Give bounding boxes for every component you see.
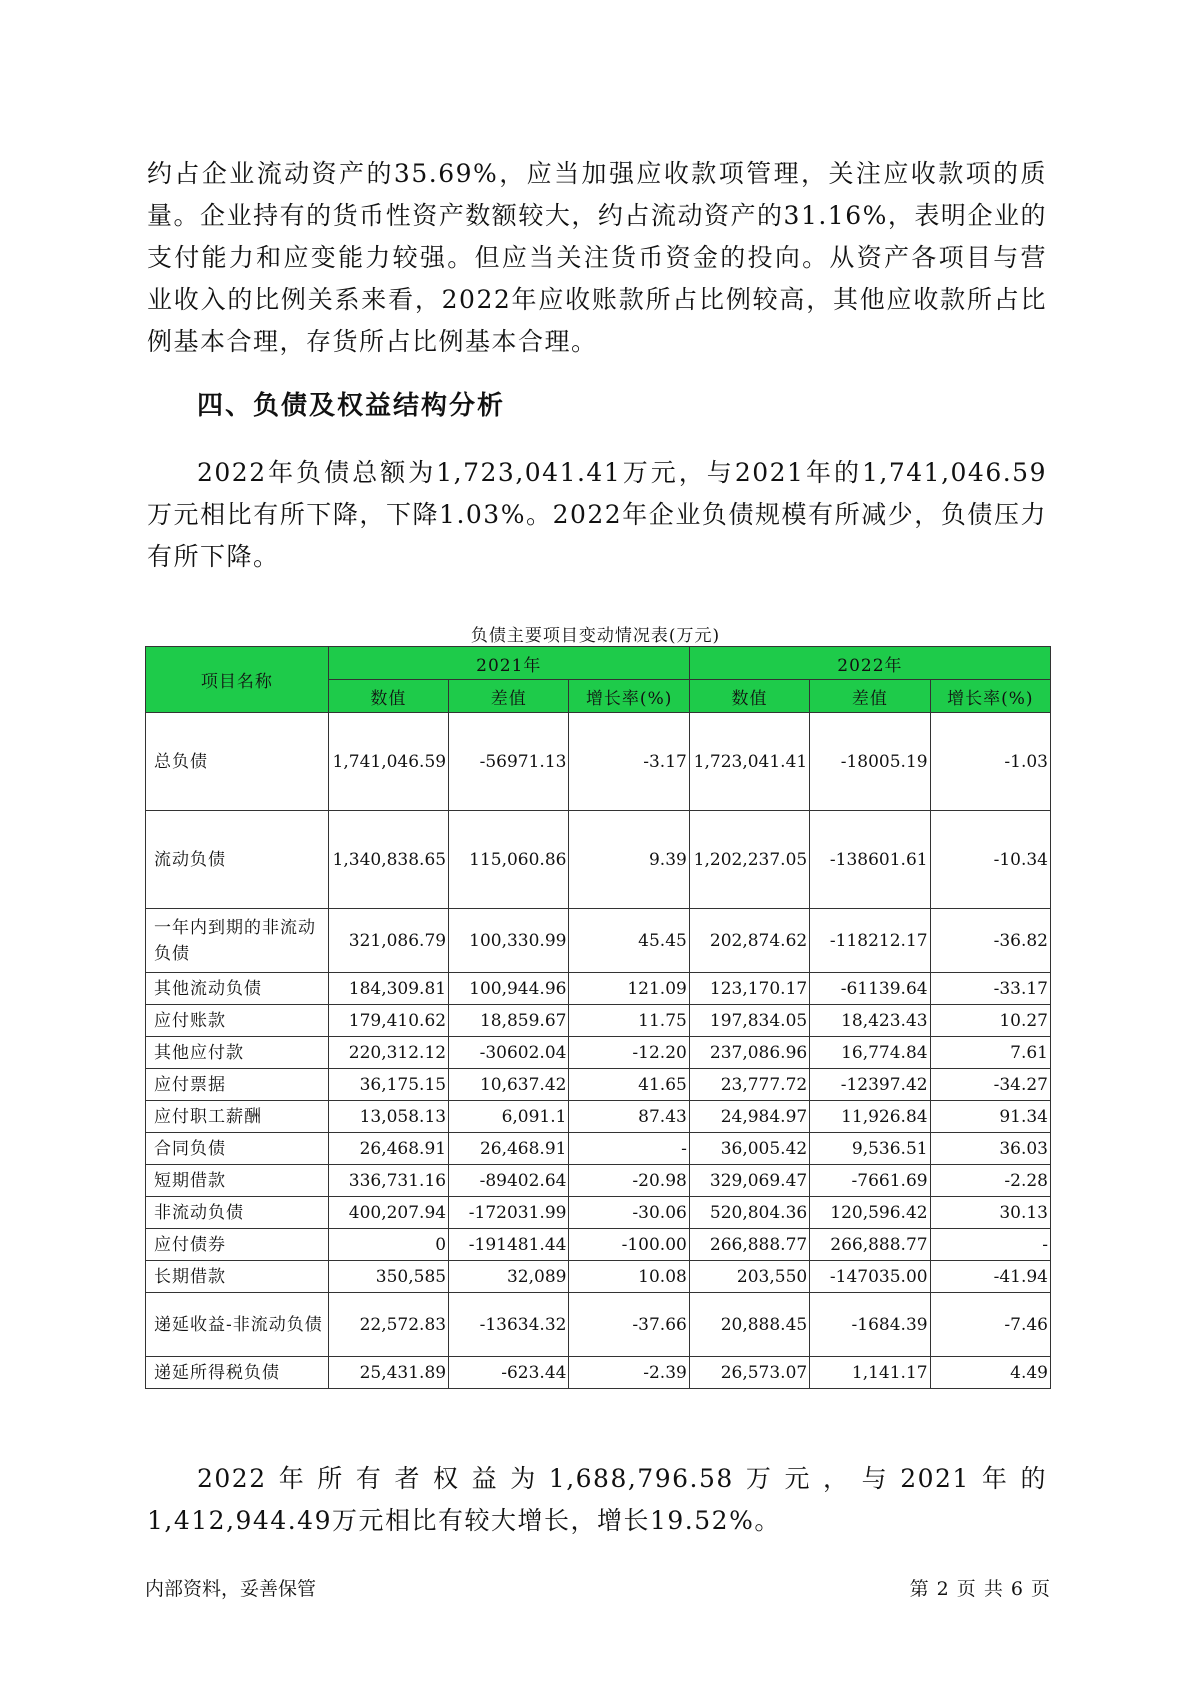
row-cell-v2: 20,888.45 bbox=[689, 1293, 809, 1357]
row-item-name: 合同负债 bbox=[146, 1133, 329, 1165]
table-row bbox=[146, 909, 1051, 973]
footer-confidential: 内部资料，妥善保管 bbox=[145, 1578, 317, 1600]
row-cell-d1: -623.44 bbox=[449, 1357, 569, 1389]
row-item-name: 应付票据 bbox=[146, 1069, 329, 1101]
row-cell-r1: -3.17 bbox=[569, 713, 689, 811]
row-cell-v1: 400,207.94 bbox=[328, 1197, 448, 1229]
row-cell-r2: -33.17 bbox=[930, 973, 1050, 1005]
row-cell-d1: -172031.99 bbox=[449, 1197, 569, 1229]
row-cell-v1: 26,468.91 bbox=[328, 1133, 448, 1165]
row-item-name: 短期借款 bbox=[146, 1165, 329, 1197]
row-cell-d2: -147035.00 bbox=[810, 1261, 930, 1293]
table-row bbox=[146, 1005, 1051, 1037]
section-heading: 四、负债及权益结构分析 bbox=[197, 391, 506, 421]
table-row bbox=[146, 1293, 1051, 1357]
row-cell-d2: -61139.64 bbox=[810, 973, 930, 1005]
header-year-2021: 2021年 bbox=[328, 647, 689, 680]
row-cell-r2: 10.27 bbox=[930, 1005, 1050, 1037]
row-cell-r2: -10.34 bbox=[930, 811, 1050, 909]
row-cell-d1: -13634.32 bbox=[449, 1293, 569, 1357]
row-cell-v1: 220,312.12 bbox=[328, 1037, 448, 1069]
row-cell-d2: -12397.42 bbox=[810, 1069, 930, 1101]
row-cell-d1: 10,637.42 bbox=[449, 1069, 569, 1101]
row-cell-v2: 266,888.77 bbox=[689, 1229, 809, 1261]
table-row bbox=[146, 1261, 1051, 1293]
paragraph-liabilities: 2022年负债总额为1,723,041.41万元，与2021年的1,741,046.59万元相比有所下降，下降1.03%。2022年企业负债规模有所减少，负债压力有所下降。 bbox=[147, 458, 1047, 571]
table-row bbox=[146, 713, 1051, 811]
row-cell-r2: 91.34 bbox=[930, 1101, 1050, 1133]
row-cell-d2: 120,596.42 bbox=[810, 1197, 930, 1229]
paragraph-equity: 2022年所有者权益为1,688,796.58万元，与2021年的1,412,944.49万元相比有较大增长，增长19.52%。 bbox=[147, 1464, 1047, 1535]
row-cell-d1: 32,089 bbox=[449, 1261, 569, 1293]
row-cell-d1: 100,944.96 bbox=[449, 973, 569, 1005]
row-cell-d1: 6,091.1 bbox=[449, 1101, 569, 1133]
row-cell-r2: -7.46 bbox=[930, 1293, 1050, 1357]
row-cell-d1: 18,859.67 bbox=[449, 1005, 569, 1037]
row-cell-r2: -34.27 bbox=[930, 1069, 1050, 1101]
row-cell-v1: 22,572.83 bbox=[328, 1293, 448, 1357]
row-cell-r2: 30.13 bbox=[930, 1197, 1050, 1229]
row-cell-d2: -118212.17 bbox=[810, 909, 930, 973]
table-row bbox=[146, 1229, 1051, 1261]
row-cell-v1: 321,086.79 bbox=[328, 909, 448, 973]
row-cell-r1: 121.09 bbox=[569, 973, 689, 1005]
row-cell-r1: -37.66 bbox=[569, 1293, 689, 1357]
table-row bbox=[146, 1197, 1051, 1229]
row-cell-d1: 100,330.99 bbox=[449, 909, 569, 973]
liabilities-table bbox=[145, 646, 1051, 1389]
row-cell-v2: 1,723,041.41 bbox=[689, 713, 809, 811]
row-cell-r2: -1.03 bbox=[930, 713, 1050, 811]
row-cell-d1: -56971.13 bbox=[449, 713, 569, 811]
row-cell-r1: 45.45 bbox=[569, 909, 689, 973]
row-cell-d2: 9,536.51 bbox=[810, 1133, 930, 1165]
row-cell-v2: 24,984.97 bbox=[689, 1101, 809, 1133]
row-cell-d1: -30602.04 bbox=[449, 1037, 569, 1069]
row-cell-v2: 36,005.42 bbox=[689, 1133, 809, 1165]
row-cell-v1: 1,741,046.59 bbox=[328, 713, 448, 811]
row-cell-v2: 520,804.36 bbox=[689, 1197, 809, 1229]
row-cell-d1: 115,060.86 bbox=[449, 811, 569, 909]
row-cell-v2: 203,550 bbox=[689, 1261, 809, 1293]
row-cell-v1: 336,731.16 bbox=[328, 1165, 448, 1197]
row-item-name: 一年内到期的非流动负债 bbox=[146, 909, 329, 973]
row-item-name: 长期借款 bbox=[146, 1261, 329, 1293]
row-cell-v1: 350,585 bbox=[328, 1261, 448, 1293]
row-cell-r2: - bbox=[930, 1229, 1050, 1261]
row-cell-v1: 179,410.62 bbox=[328, 1005, 448, 1037]
row-item-name: 流动负债 bbox=[146, 811, 329, 909]
row-cell-v2: 23,777.72 bbox=[689, 1069, 809, 1101]
row-item-name: 总负债 bbox=[146, 713, 329, 811]
row-item-name: 应付职工薪酬 bbox=[146, 1101, 329, 1133]
row-cell-d2: -18005.19 bbox=[810, 713, 930, 811]
row-cell-v2: 202,874.62 bbox=[689, 909, 809, 973]
row-cell-r1: -30.06 bbox=[569, 1197, 689, 1229]
row-cell-d1: -191481.44 bbox=[449, 1229, 569, 1261]
row-item-name: 其他应付款 bbox=[146, 1037, 329, 1069]
header-diff-2022: 差值 bbox=[810, 680, 930, 713]
row-cell-r2: -41.94 bbox=[930, 1261, 1050, 1293]
header-value-2021: 数值 bbox=[328, 680, 448, 713]
row-cell-r2: -36.82 bbox=[930, 909, 1050, 973]
row-cell-r1: -100.00 bbox=[569, 1229, 689, 1261]
row-item-name: 应付账款 bbox=[146, 1005, 329, 1037]
row-cell-d2: 1,141.17 bbox=[810, 1357, 930, 1389]
header-year-2022: 2022年 bbox=[689, 647, 1050, 680]
row-cell-v2: 329,069.47 bbox=[689, 1165, 809, 1197]
row-cell-v2: 1,202,237.05 bbox=[689, 811, 809, 909]
paragraph-receivables: 约占企业流动资产的35.69%，应当加强应收款项管理，关注应收款项的质量。企业持有的货币性资产数额较大，约占流动资产的31.16%，表明企业的支付能力和应变能力较强。但应当关注货币资金的投向。从资产各项目与营业收入的比例关系来看，2022年应收账款所占比例较高，其他应收款所占比例基本合理，存货所占比例基本合理。 bbox=[147, 159, 1047, 356]
row-item-name: 其他流动负债 bbox=[146, 973, 329, 1005]
header-value-2022: 数值 bbox=[689, 680, 809, 713]
row-item-name: 递延收益-非流动负债 bbox=[146, 1293, 329, 1357]
header-rate-2021: 增长率(%) bbox=[569, 680, 689, 713]
row-cell-d1: -89402.64 bbox=[449, 1165, 569, 1197]
table-caption: 负债主要项目变动情况表(万元) bbox=[470, 626, 721, 646]
row-cell-v1: 1,340,838.65 bbox=[328, 811, 448, 909]
row-item-name: 递延所得税负债 bbox=[146, 1357, 329, 1389]
row-cell-r1: 87.43 bbox=[569, 1101, 689, 1133]
row-item-name: 非流动负债 bbox=[146, 1197, 329, 1229]
row-cell-r2: 36.03 bbox=[930, 1133, 1050, 1165]
row-cell-d2: 11,926.84 bbox=[810, 1101, 930, 1133]
row-cell-v1: 36,175.15 bbox=[328, 1069, 448, 1101]
header-diff-2021: 差值 bbox=[449, 680, 569, 713]
row-cell-v2: 197,834.05 bbox=[689, 1005, 809, 1037]
row-cell-r1: 41.65 bbox=[569, 1069, 689, 1101]
row-cell-v1: 0 bbox=[328, 1229, 448, 1261]
row-cell-d2: -1684.39 bbox=[810, 1293, 930, 1357]
row-cell-r1: -20.98 bbox=[569, 1165, 689, 1197]
footer-page-number: 第 2 页 共 6 页 bbox=[909, 1578, 1051, 1600]
row-cell-v1: 184,309.81 bbox=[328, 973, 448, 1005]
row-cell-r2: -2.28 bbox=[930, 1165, 1050, 1197]
table-row bbox=[146, 1133, 1051, 1165]
row-cell-d1: 26,468.91 bbox=[449, 1133, 569, 1165]
row-cell-d2: -7661.69 bbox=[810, 1165, 930, 1197]
row-cell-v2: 26,573.07 bbox=[689, 1357, 809, 1389]
header-rate-2022: 增长率(%) bbox=[930, 680, 1050, 713]
table-row bbox=[146, 1101, 1051, 1133]
row-cell-r1: -2.39 bbox=[569, 1357, 689, 1389]
table-row bbox=[146, 1037, 1051, 1069]
table-row bbox=[146, 1069, 1051, 1101]
row-cell-v2: 123,170.17 bbox=[689, 973, 809, 1005]
row-cell-r1: - bbox=[569, 1133, 689, 1165]
row-cell-v1: 13,058.13 bbox=[328, 1101, 448, 1133]
row-cell-d2: 18,423.43 bbox=[810, 1005, 930, 1037]
row-cell-r1: -12.20 bbox=[569, 1037, 689, 1069]
row-item-name: 应付债券 bbox=[146, 1229, 329, 1261]
row-cell-r2: 7.61 bbox=[930, 1037, 1050, 1069]
row-cell-r2: 4.49 bbox=[930, 1357, 1050, 1389]
table-row bbox=[146, 973, 1051, 1005]
table-row bbox=[146, 811, 1051, 909]
table-row bbox=[146, 1165, 1051, 1197]
row-cell-v1: 25,431.89 bbox=[328, 1357, 448, 1389]
row-cell-d2: 266,888.77 bbox=[810, 1229, 930, 1261]
row-cell-d2: -138601.61 bbox=[810, 811, 930, 909]
row-cell-r1: 9.39 bbox=[569, 811, 689, 909]
row-cell-d2: 16,774.84 bbox=[810, 1037, 930, 1069]
row-cell-v2: 237,086.96 bbox=[689, 1037, 809, 1069]
row-cell-r1: 11.75 bbox=[569, 1005, 689, 1037]
header-item-name: 项目名称 bbox=[146, 647, 329, 713]
table-row bbox=[146, 1357, 1051, 1389]
row-cell-r1: 10.08 bbox=[569, 1261, 689, 1293]
